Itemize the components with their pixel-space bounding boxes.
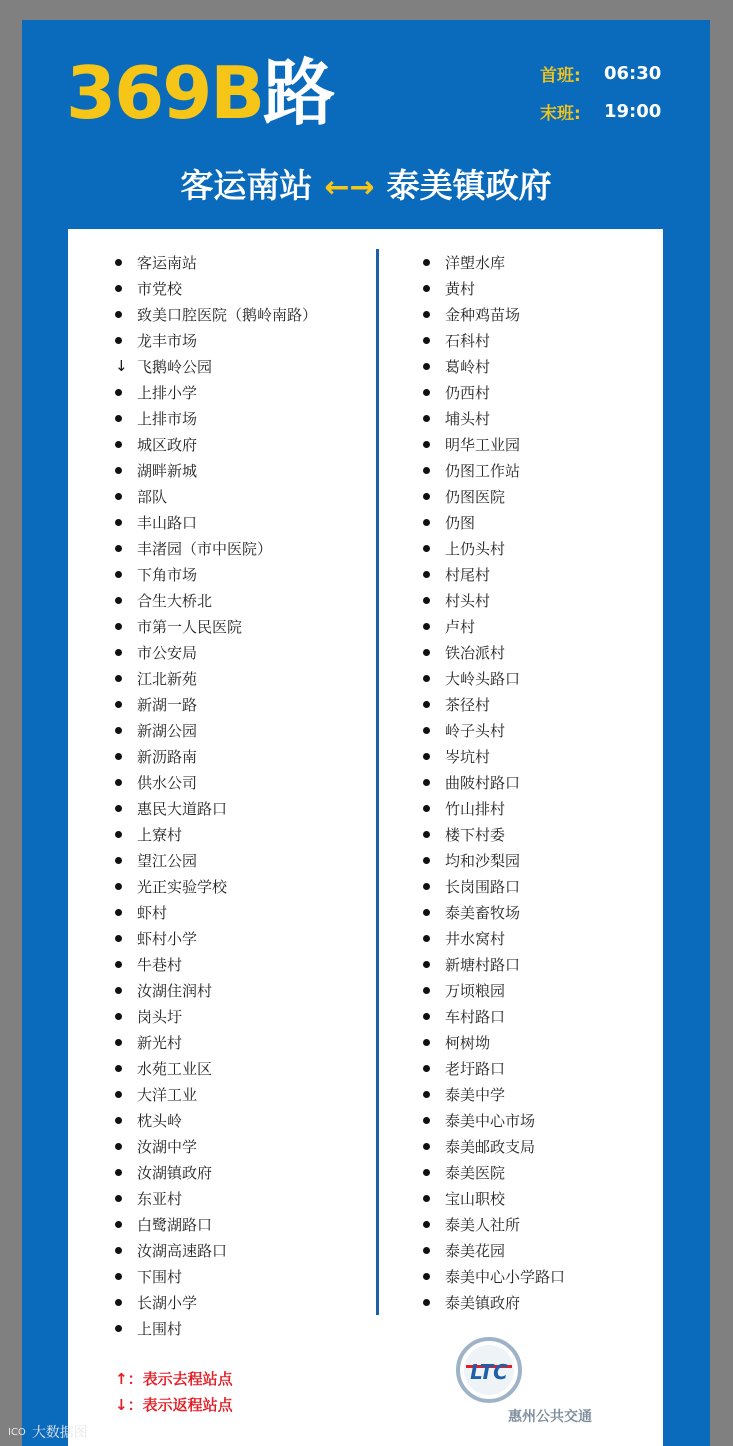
stop-item	[423, 405, 565, 431]
bullet-dot-icon	[115, 701, 137, 708]
stop-name: 惠民大道路口	[137, 799, 228, 818]
stop-item	[423, 1289, 565, 1315]
bullet-dot-icon	[423, 987, 445, 994]
stop-item	[423, 821, 565, 847]
stop-item	[423, 743, 565, 769]
stop-item	[423, 977, 565, 1003]
bullet-dot-icon	[115, 1221, 137, 1228]
stop-item	[423, 431, 565, 457]
stop-item	[423, 1055, 565, 1081]
bullet-dot-icon	[115, 519, 137, 526]
stop-name: 泰美畜牧场	[445, 903, 521, 922]
bullet-dot-icon	[115, 389, 137, 396]
stop-item	[115, 951, 317, 977]
bullet-dot-icon	[423, 623, 445, 630]
stop-name: 飞鹅岭公园	[137, 357, 213, 376]
stop-item	[423, 613, 565, 639]
stop-item	[115, 1055, 317, 1081]
stop-item	[115, 925, 317, 951]
bullet-dot-icon	[115, 857, 137, 864]
stop-name: 岗头圩	[137, 1007, 183, 1026]
stop-name: 井水窝村	[445, 929, 506, 948]
stop-name: 宝山职校	[445, 1189, 506, 1208]
bullet-dot-icon	[115, 415, 137, 422]
stop-item	[423, 795, 565, 821]
bullet-dot-icon	[115, 753, 137, 760]
bullet-dot-icon	[423, 935, 445, 942]
stop-item	[115, 873, 317, 899]
logo-letters: LTC	[470, 1360, 508, 1384]
stop-item	[115, 509, 317, 535]
watermark	[8, 1422, 88, 1442]
stop-name: 上寮村	[137, 825, 183, 844]
bullet-dot-icon	[423, 1013, 445, 1020]
stop-item	[423, 327, 565, 353]
bullet-dot-icon	[115, 935, 137, 942]
stop-item	[115, 613, 317, 639]
stop-item	[115, 639, 317, 665]
first-bus-time: 06:30	[604, 62, 662, 84]
bullet-dot-icon	[115, 961, 137, 968]
stop-item	[115, 1029, 317, 1055]
bullet-dot-icon	[423, 961, 445, 968]
stop-item	[115, 457, 317, 483]
watermark-text: 大数据图	[31, 1425, 88, 1441]
bullet-dot-icon	[423, 1117, 445, 1124]
bullet-dot-icon	[423, 519, 445, 526]
stop-name: 泰美中心市场	[445, 1111, 536, 1130]
bullet-dot-icon	[423, 545, 445, 552]
stops-panel	[68, 229, 663, 1446]
stop-name: 大洋工业	[137, 1085, 198, 1104]
stop-name: 石科村	[445, 331, 491, 350]
bullet-dot-icon	[115, 675, 137, 682]
stop-name: 泰美医院	[445, 1163, 506, 1182]
bullet-dot-icon	[423, 1169, 445, 1176]
stop-item	[115, 1159, 317, 1185]
stop-name: 仍西村	[445, 383, 491, 402]
bullet-dot-icon	[115, 493, 137, 500]
stop-item	[115, 535, 317, 561]
stop-item	[115, 821, 317, 847]
stop-item	[115, 379, 317, 405]
stops-column-right	[423, 249, 565, 1315]
stop-name: 金种鸡苗场	[445, 305, 521, 324]
stop-name: 村头村	[445, 591, 491, 610]
stop-item	[423, 1211, 565, 1237]
stop-item	[423, 769, 565, 795]
stop-item	[423, 509, 565, 535]
bullet-dot-icon	[423, 883, 445, 890]
bullet-dot-icon	[423, 753, 445, 760]
bullet-dot-icon	[423, 909, 445, 916]
bullet-dot-icon	[423, 779, 445, 786]
stop-name: 仍图	[445, 513, 476, 532]
bullet-dot-icon	[115, 571, 137, 578]
bullet-dot-icon	[115, 1013, 137, 1020]
bullet-dot-icon	[423, 441, 445, 448]
stop-name: 虾村小学	[137, 929, 198, 948]
stop-name: 洋塱水库	[445, 253, 506, 272]
stop-item	[423, 665, 565, 691]
stop-item	[423, 1159, 565, 1185]
stop-item	[115, 769, 317, 795]
stop-item	[423, 249, 565, 275]
start-terminal: 客运南站	[180, 166, 313, 205]
stop-item	[115, 1289, 317, 1315]
bullet-dot-icon	[115, 1195, 137, 1202]
stop-item	[115, 1185, 317, 1211]
stop-name: 明华工业园	[445, 435, 521, 454]
stop-item	[115, 353, 317, 379]
stop-item	[423, 691, 565, 717]
ltc-logo-icon	[454, 1335, 524, 1405]
stop-name: 上围村	[137, 1319, 183, 1338]
stop-item	[115, 561, 317, 587]
bullet-dot-icon	[115, 649, 137, 656]
stop-item	[115, 717, 317, 743]
stop-item	[115, 1237, 317, 1263]
stop-name: 埔头村	[445, 409, 491, 428]
stop-name: 岭子头村	[445, 721, 506, 740]
stop-item	[115, 665, 317, 691]
stop-name: 市公安局	[137, 643, 198, 662]
stop-item	[423, 1263, 565, 1289]
stop-name: 竹山排村	[445, 799, 506, 818]
bullet-dot-icon	[115, 1299, 137, 1306]
stop-item	[115, 405, 317, 431]
bullet-dot-icon	[423, 337, 445, 344]
last-bus-time: 19:00	[604, 100, 662, 122]
bullet-dot-icon	[115, 1169, 137, 1176]
stop-item	[423, 873, 565, 899]
stop-name: 泰美中心小学路口	[445, 1267, 566, 1286]
stop-name: 长岗围路口	[445, 877, 521, 896]
stop-name: 合生大桥北	[137, 591, 213, 610]
stop-name: 江北新苑	[137, 669, 198, 688]
stop-item	[115, 1107, 317, 1133]
stop-item	[423, 457, 565, 483]
bullet-dot-icon	[423, 597, 445, 604]
stop-name: 老圩路口	[445, 1059, 506, 1078]
route-number: 369B	[66, 51, 264, 135]
stop-name: 新沥路南	[137, 747, 198, 766]
stop-item	[115, 431, 317, 457]
stop-name: 新塘村路口	[445, 955, 521, 974]
bullet-dot-icon	[423, 675, 445, 682]
bullet-dot-icon	[115, 987, 137, 994]
stop-item	[115, 249, 317, 275]
bullet-dot-icon	[115, 1247, 137, 1254]
bullet-dot-icon	[115, 1065, 137, 1072]
stop-name: 新光村	[137, 1033, 183, 1052]
first-bus-label: 首班:	[540, 65, 581, 86]
bullet-dot-icon	[115, 727, 137, 734]
bullet-dot-icon	[115, 909, 137, 916]
route-suffix: 路	[263, 51, 334, 135]
stop-name: 上排小学	[137, 383, 198, 402]
stop-name: 卢村	[445, 617, 476, 636]
bullet-dot-icon	[423, 571, 445, 578]
bullet-dot-icon	[115, 441, 137, 448]
bullet-dot-icon	[115, 1117, 137, 1124]
bullet-dot-icon	[115, 831, 137, 838]
stop-item	[423, 1003, 565, 1029]
stop-item	[115, 1081, 317, 1107]
bullet-dot-icon	[115, 883, 137, 890]
bullet-dot-icon	[423, 363, 445, 370]
bullet-dot-icon	[423, 1299, 445, 1306]
stop-item	[423, 353, 565, 379]
bullet-dot-icon	[115, 467, 137, 474]
stop-name: 虾村	[137, 903, 168, 922]
stop-item	[423, 535, 565, 561]
logo-text: 惠州公共交通	[508, 1409, 592, 1425]
stop-item	[115, 691, 317, 717]
bullet-dot-icon	[115, 259, 137, 266]
bullet-dot-icon	[423, 1195, 445, 1202]
stop-name: 汝湖镇政府	[137, 1163, 213, 1182]
stop-name: 柯树坳	[445, 1033, 491, 1052]
column-divider	[376, 249, 379, 1315]
bullet-dot-icon	[423, 467, 445, 474]
stop-item	[115, 743, 317, 769]
legend-return: ↓：表示返程站点	[115, 1395, 233, 1414]
stop-name: 车村路口	[445, 1007, 506, 1026]
stop-item	[423, 275, 565, 301]
bullet-dot-icon	[115, 311, 137, 318]
stop-item	[423, 1237, 565, 1263]
bullet-dot-icon	[423, 493, 445, 500]
stop-name: 楼下村委	[445, 825, 506, 844]
bullet-dot-icon	[423, 389, 445, 396]
bullet-dot-icon	[423, 285, 445, 292]
stop-name: 望江公园	[137, 851, 198, 870]
watermark-mark: ICO	[8, 1426, 26, 1438]
stop-item	[423, 561, 565, 587]
stop-name: 光正实验学校	[137, 877, 228, 896]
bullet-dot-icon	[115, 1143, 137, 1150]
stop-name: 上排市场	[137, 409, 198, 428]
stop-name: 汝湖中学	[137, 1137, 198, 1156]
stop-item	[423, 1107, 565, 1133]
stop-item	[115, 847, 317, 873]
bullet-dot-icon	[115, 337, 137, 344]
bullet-dot-icon	[115, 1091, 137, 1098]
stop-name: 均和沙梨园	[445, 851, 521, 870]
stop-name: 大岭头路口	[445, 669, 521, 688]
stop-item	[115, 795, 317, 821]
stop-item	[115, 977, 317, 1003]
stop-item	[423, 587, 565, 613]
return-arrow-icon: ↓	[115, 357, 128, 375]
stop-name: 泰美中学	[445, 1085, 506, 1104]
stop-name: 枕头岭	[137, 1111, 183, 1130]
stop-item	[423, 951, 565, 977]
stop-name: 供水公司	[137, 773, 198, 792]
stop-name: 部队	[137, 487, 168, 506]
bullet-dot-icon	[423, 1091, 445, 1098]
stop-name: 长湖小学	[137, 1293, 198, 1312]
stop-item	[115, 275, 317, 301]
bullet-dot-icon	[423, 649, 445, 656]
stop-name: 茶径村	[445, 695, 491, 714]
bullet-dot-icon	[115, 1273, 137, 1280]
route-title	[66, 50, 333, 136]
stop-name: 泰美邮政支局	[445, 1137, 536, 1156]
stop-name: 上仍头村	[445, 539, 506, 558]
last-bus-label: 末班:	[540, 103, 581, 124]
stop-name: 龙丰市场	[137, 331, 198, 350]
bullet-dot-icon	[423, 805, 445, 812]
stop-name: 仍图工作站	[445, 461, 521, 480]
bullet-dot-icon	[115, 597, 137, 604]
stop-item	[423, 717, 565, 743]
bullet-dot-icon	[423, 1273, 445, 1280]
stop-name: 黄村	[445, 279, 476, 298]
stop-name: 丰山路口	[137, 513, 198, 532]
stop-item	[115, 1211, 317, 1237]
stop-item	[423, 899, 565, 925]
stop-name: 汝湖高速路口	[137, 1241, 228, 1260]
bullet-dot-icon	[423, 701, 445, 708]
stop-item	[423, 379, 565, 405]
stop-name: 泰美人社所	[445, 1215, 521, 1234]
stop-item	[423, 483, 565, 509]
stop-name: 新湖一路	[137, 695, 198, 714]
first-bus-row	[540, 54, 661, 92]
bidirectional-arrow-icon: ←→	[324, 170, 375, 205]
bullet-dot-icon	[115, 623, 137, 630]
stops-column-left	[115, 249, 317, 1341]
end-terminal: 泰美镇政府	[386, 166, 552, 205]
stop-item	[423, 1185, 565, 1211]
stop-item	[115, 587, 317, 613]
stop-item	[115, 301, 317, 327]
stop-name: 曲陂村路口	[445, 773, 521, 792]
stop-item	[115, 327, 317, 353]
stop-name: 牛巷村	[137, 955, 183, 974]
stop-item	[115, 1133, 317, 1159]
legend	[115, 1365, 233, 1417]
stop-item	[423, 301, 565, 327]
bullet-dot-icon	[423, 1221, 445, 1228]
bullet-dot-icon	[115, 285, 137, 292]
stop-item	[423, 1133, 565, 1159]
stop-name: 东亚村	[137, 1189, 183, 1208]
stop-name: 白鹭湖路口	[137, 1215, 213, 1234]
stop-name: 水苑工业区	[137, 1059, 213, 1078]
stop-name: 铁冶派村	[445, 643, 506, 662]
stop-item	[423, 1081, 565, 1107]
bullet-dot-icon	[423, 259, 445, 266]
bullet-dot-icon	[423, 831, 445, 838]
bullet-dot-icon	[423, 1143, 445, 1150]
stop-name: 泰美花园	[445, 1241, 506, 1260]
stop-name: 丰渚园（市中医院）	[137, 539, 273, 558]
route-direction	[22, 160, 710, 207]
stop-name: 致美口腔医院（鹅岭南路）	[137, 305, 318, 324]
stop-name: 葛岭村	[445, 357, 491, 376]
bullet-dot-icon	[423, 311, 445, 318]
bullet-dot-icon	[423, 1247, 445, 1254]
stop-item	[115, 899, 317, 925]
bullet-dot-icon	[423, 415, 445, 422]
stop-name: 客运南站	[137, 253, 198, 272]
stop-name: 市第一人民医院	[137, 617, 243, 636]
stop-item	[423, 1029, 565, 1055]
legend-outbound: ↑：表示去程站点	[115, 1369, 233, 1388]
service-times	[540, 54, 661, 130]
stop-item	[423, 847, 565, 873]
stop-item	[423, 639, 565, 665]
stop-name: 汝湖住润村	[137, 981, 213, 1000]
bullet-dot-icon	[423, 727, 445, 734]
stop-item	[115, 483, 317, 509]
stop-item	[115, 1263, 317, 1289]
bullet-dot-icon	[423, 1039, 445, 1046]
stop-name: 新湖公园	[137, 721, 198, 740]
bullet-dot-icon	[115, 805, 137, 812]
stop-name: 泰美镇政府	[445, 1293, 521, 1312]
stop-name: 市党校	[137, 279, 183, 298]
bullet-dot-icon	[115, 1325, 137, 1332]
bullet-dot-icon	[115, 779, 137, 786]
last-bus-row	[540, 92, 661, 130]
stop-name: 仍图医院	[445, 487, 506, 506]
route-board	[22, 20, 710, 1446]
bullet-dot-icon	[423, 857, 445, 864]
bullet-dot-icon	[115, 545, 137, 552]
stop-name: 城区政府	[137, 435, 198, 454]
stop-item	[115, 1315, 317, 1341]
bullet-dot-icon	[115, 1039, 137, 1046]
stop-name: 万顷粮园	[445, 981, 506, 1000]
stop-name: 湖畔新城	[137, 461, 198, 480]
stop-name: 下角市场	[137, 565, 198, 584]
stop-item	[423, 925, 565, 951]
stop-name: 村尾村	[445, 565, 491, 584]
stop-item	[115, 1003, 317, 1029]
stop-name: 下围村	[137, 1267, 183, 1286]
stop-name: 岑坑村	[445, 747, 491, 766]
bullet-dot-icon	[423, 1065, 445, 1072]
